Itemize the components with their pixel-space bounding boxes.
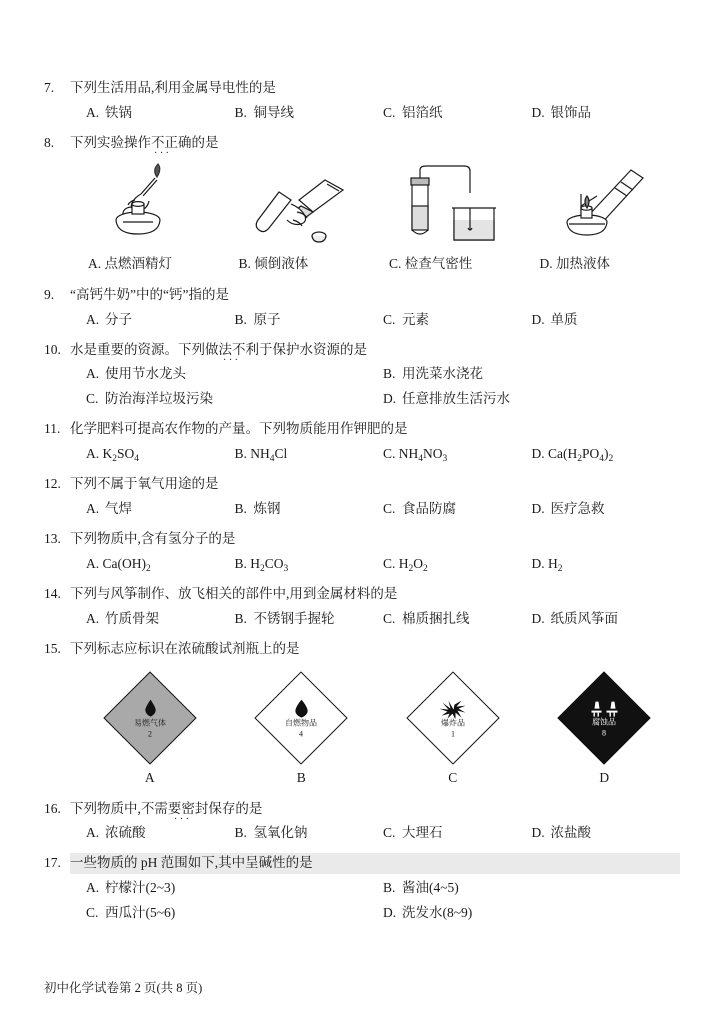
question-16 xyxy=(44,799,680,845)
question-number: 7. xyxy=(44,80,55,95)
question-11 xyxy=(44,419,680,465)
question-number: 11. xyxy=(44,421,61,437)
option-b[interactable]: B. 用洗菜水浇花 xyxy=(383,366,483,382)
question-stem: 水是重要的资源。下列做法不利于保护水资源的是 ··· xyxy=(70,341,367,366)
sign-number: 4 xyxy=(299,729,304,739)
figure-label-c[interactable]: C. 检查气密性 xyxy=(389,255,473,271)
option-b[interactable]: B. 原子 xyxy=(234,311,281,327)
question-number: 8. xyxy=(44,134,55,150)
figure-labels-q8 xyxy=(44,254,680,275)
question-stem: 下列生活用品,利用金属导电性的是 xyxy=(70,80,276,95)
option-d[interactable]: D. $Ca(H_2PO_4)_2$ xyxy=(531,446,614,465)
question-stem: 化学肥料可提高农作物的产量。下列物质能用作钾肥的是 xyxy=(70,421,408,437)
sign-text: 自燃物品 xyxy=(285,718,318,728)
option-a[interactable]: A. 竹质骨架 xyxy=(86,610,159,626)
option-d[interactable]: D. 纸质风筝面 xyxy=(531,610,618,626)
question-stem: 下列实验操作不正确的是 ··· xyxy=(70,134,219,159)
figure-check-airtightness xyxy=(379,160,530,252)
option-a[interactable]: A. $K_2SO_4$ xyxy=(86,446,140,465)
option-a[interactable]: A. 气焊 xyxy=(86,501,132,517)
option-a[interactable]: A. 使用节水龙头 xyxy=(86,366,186,382)
page-footer: 初中化学试卷第 2 页(共 8 页) xyxy=(44,981,203,995)
figure-pouring-liquid xyxy=(229,160,380,252)
question-stem: 下列物质中,不需要密封保存的是 ··· xyxy=(70,800,263,825)
question-12 xyxy=(44,474,680,520)
hazard-sign-c[interactable] xyxy=(377,670,529,766)
question-14 xyxy=(44,584,680,630)
question-9 xyxy=(44,285,680,331)
question-number: 9. xyxy=(44,286,55,302)
option-a[interactable]: A. 分子 xyxy=(86,311,132,327)
option-a[interactable]: A. 柠檬汁(2~3) xyxy=(86,880,176,896)
question-stem: 下列与风筝制作、放飞相关的部件中,用到金属材料的是 xyxy=(70,585,398,601)
sign-letter-a: A xyxy=(144,769,155,785)
question-stem: “高钙牛奶”中的“钙”指的是 xyxy=(70,286,229,302)
sign-number: 2 xyxy=(147,729,152,739)
figure-label-b[interactable]: B. 倾倒液体 xyxy=(238,255,309,271)
option-d[interactable]: D. 银饰品 xyxy=(531,104,591,120)
option-c[interactable]: C. 棉质捆扎线 xyxy=(383,610,470,626)
sign-letter-d: D xyxy=(599,769,610,785)
hazard-sign-b[interactable] xyxy=(226,670,378,766)
option-d[interactable]: D. 洗发水(8~9) xyxy=(383,905,473,921)
option-d[interactable]: D. 单质 xyxy=(531,311,578,327)
sign-text: 爆炸品 xyxy=(440,718,465,728)
option-b[interactable]: B. $NH_4Cl$ xyxy=(234,446,288,465)
figure-label-a[interactable]: A. 点燃酒精灯 xyxy=(88,255,172,271)
question-number: 17. xyxy=(44,855,61,871)
figure-label-d[interactable]: D. 加热液体 xyxy=(539,255,610,271)
emphasis-dots: ··· xyxy=(223,354,241,366)
sign-text: 腐蚀品 xyxy=(592,717,617,727)
question-15 xyxy=(44,639,680,789)
sign-letter-c: C xyxy=(448,769,458,785)
sign-letter-b: B xyxy=(296,769,306,785)
option-d[interactable]: D. 医疗急救 xyxy=(531,501,605,517)
option-b[interactable]: B. 酱油(4~5) xyxy=(383,880,459,896)
option-b[interactable]: B. 不锈钢手握轮 xyxy=(234,610,335,626)
flame-icon xyxy=(289,698,313,718)
question-number: 12. xyxy=(44,476,61,492)
question-stem: 一些物质的 pH 范围如下,其中呈碱性的是 xyxy=(70,853,680,874)
question-7 xyxy=(44,78,680,124)
option-c[interactable]: C. 大理石 xyxy=(383,825,443,841)
option-c[interactable]: C. $H_2O_2$ xyxy=(383,555,428,574)
emphasis-dots: ··· xyxy=(174,813,192,825)
emphasis-dots: ··· xyxy=(154,147,172,159)
option-a[interactable]: A. $Ca(OH)_2$ xyxy=(86,555,151,574)
sign-row-q15 xyxy=(44,670,680,766)
question-number: 16. xyxy=(44,800,61,816)
figure-alcohol-lamp-lighting xyxy=(78,160,229,252)
corrosion-icon xyxy=(589,699,619,717)
figure-heating-liquid xyxy=(530,160,681,252)
option-c[interactable]: C. 防治海洋垃圾污染 xyxy=(86,391,213,407)
flame-icon xyxy=(139,698,161,718)
sign-number: 8 xyxy=(602,728,607,738)
question-13 xyxy=(44,529,680,575)
option-a[interactable]: A. 铁锅 xyxy=(86,104,132,120)
sign-number: 1 xyxy=(450,729,455,739)
explosion-icon xyxy=(438,698,468,718)
option-d[interactable]: D. 任意排放生活污水 xyxy=(383,391,510,407)
question-17 xyxy=(44,853,680,924)
option-c[interactable]: C. 西瓜汁(5~6) xyxy=(86,905,176,921)
question-8 xyxy=(44,133,680,275)
option-d[interactable]: D. 浓盐酸 xyxy=(531,825,591,841)
question-10 xyxy=(44,340,680,411)
question-number: 13. xyxy=(44,530,61,546)
option-d[interactable]: D. $H_2$ xyxy=(531,555,563,574)
option-b[interactable]: B. 氢氧化钠 xyxy=(234,825,308,841)
sign-text: 易燃气体 xyxy=(133,718,166,728)
option-c[interactable]: C. 食品防腐 xyxy=(383,501,456,517)
option-b[interactable]: B. 炼钢 xyxy=(234,501,281,517)
option-b[interactable]: B. 铜导线 xyxy=(234,104,294,120)
option-c[interactable]: C. $NH_4NO_3$ xyxy=(383,446,448,465)
sign-letters-q15 xyxy=(44,768,680,789)
hazard-sign-a[interactable] xyxy=(74,670,226,766)
question-number: 10. xyxy=(44,341,61,357)
option-c[interactable]: C. 元素 xyxy=(383,311,429,327)
question-stem: 下列标志应标识在浓硫酸试剂瓶上的是 xyxy=(70,640,300,656)
figure-row-q8 xyxy=(44,160,680,252)
option-c[interactable]: C. 铝箔纸 xyxy=(383,104,443,120)
question-stem: 下列物质中,含有氢分子的是 xyxy=(70,530,236,546)
option-b[interactable]: B. $H_2CO_3$ xyxy=(234,555,289,574)
option-a[interactable]: A. 浓硫酸 xyxy=(86,825,146,841)
question-stem: 下列不属于氧气用途的是 xyxy=(70,476,219,492)
hazard-sign-d[interactable] xyxy=(529,670,681,766)
question-number: 15. xyxy=(44,640,61,656)
question-number: 14. xyxy=(44,585,61,601)
